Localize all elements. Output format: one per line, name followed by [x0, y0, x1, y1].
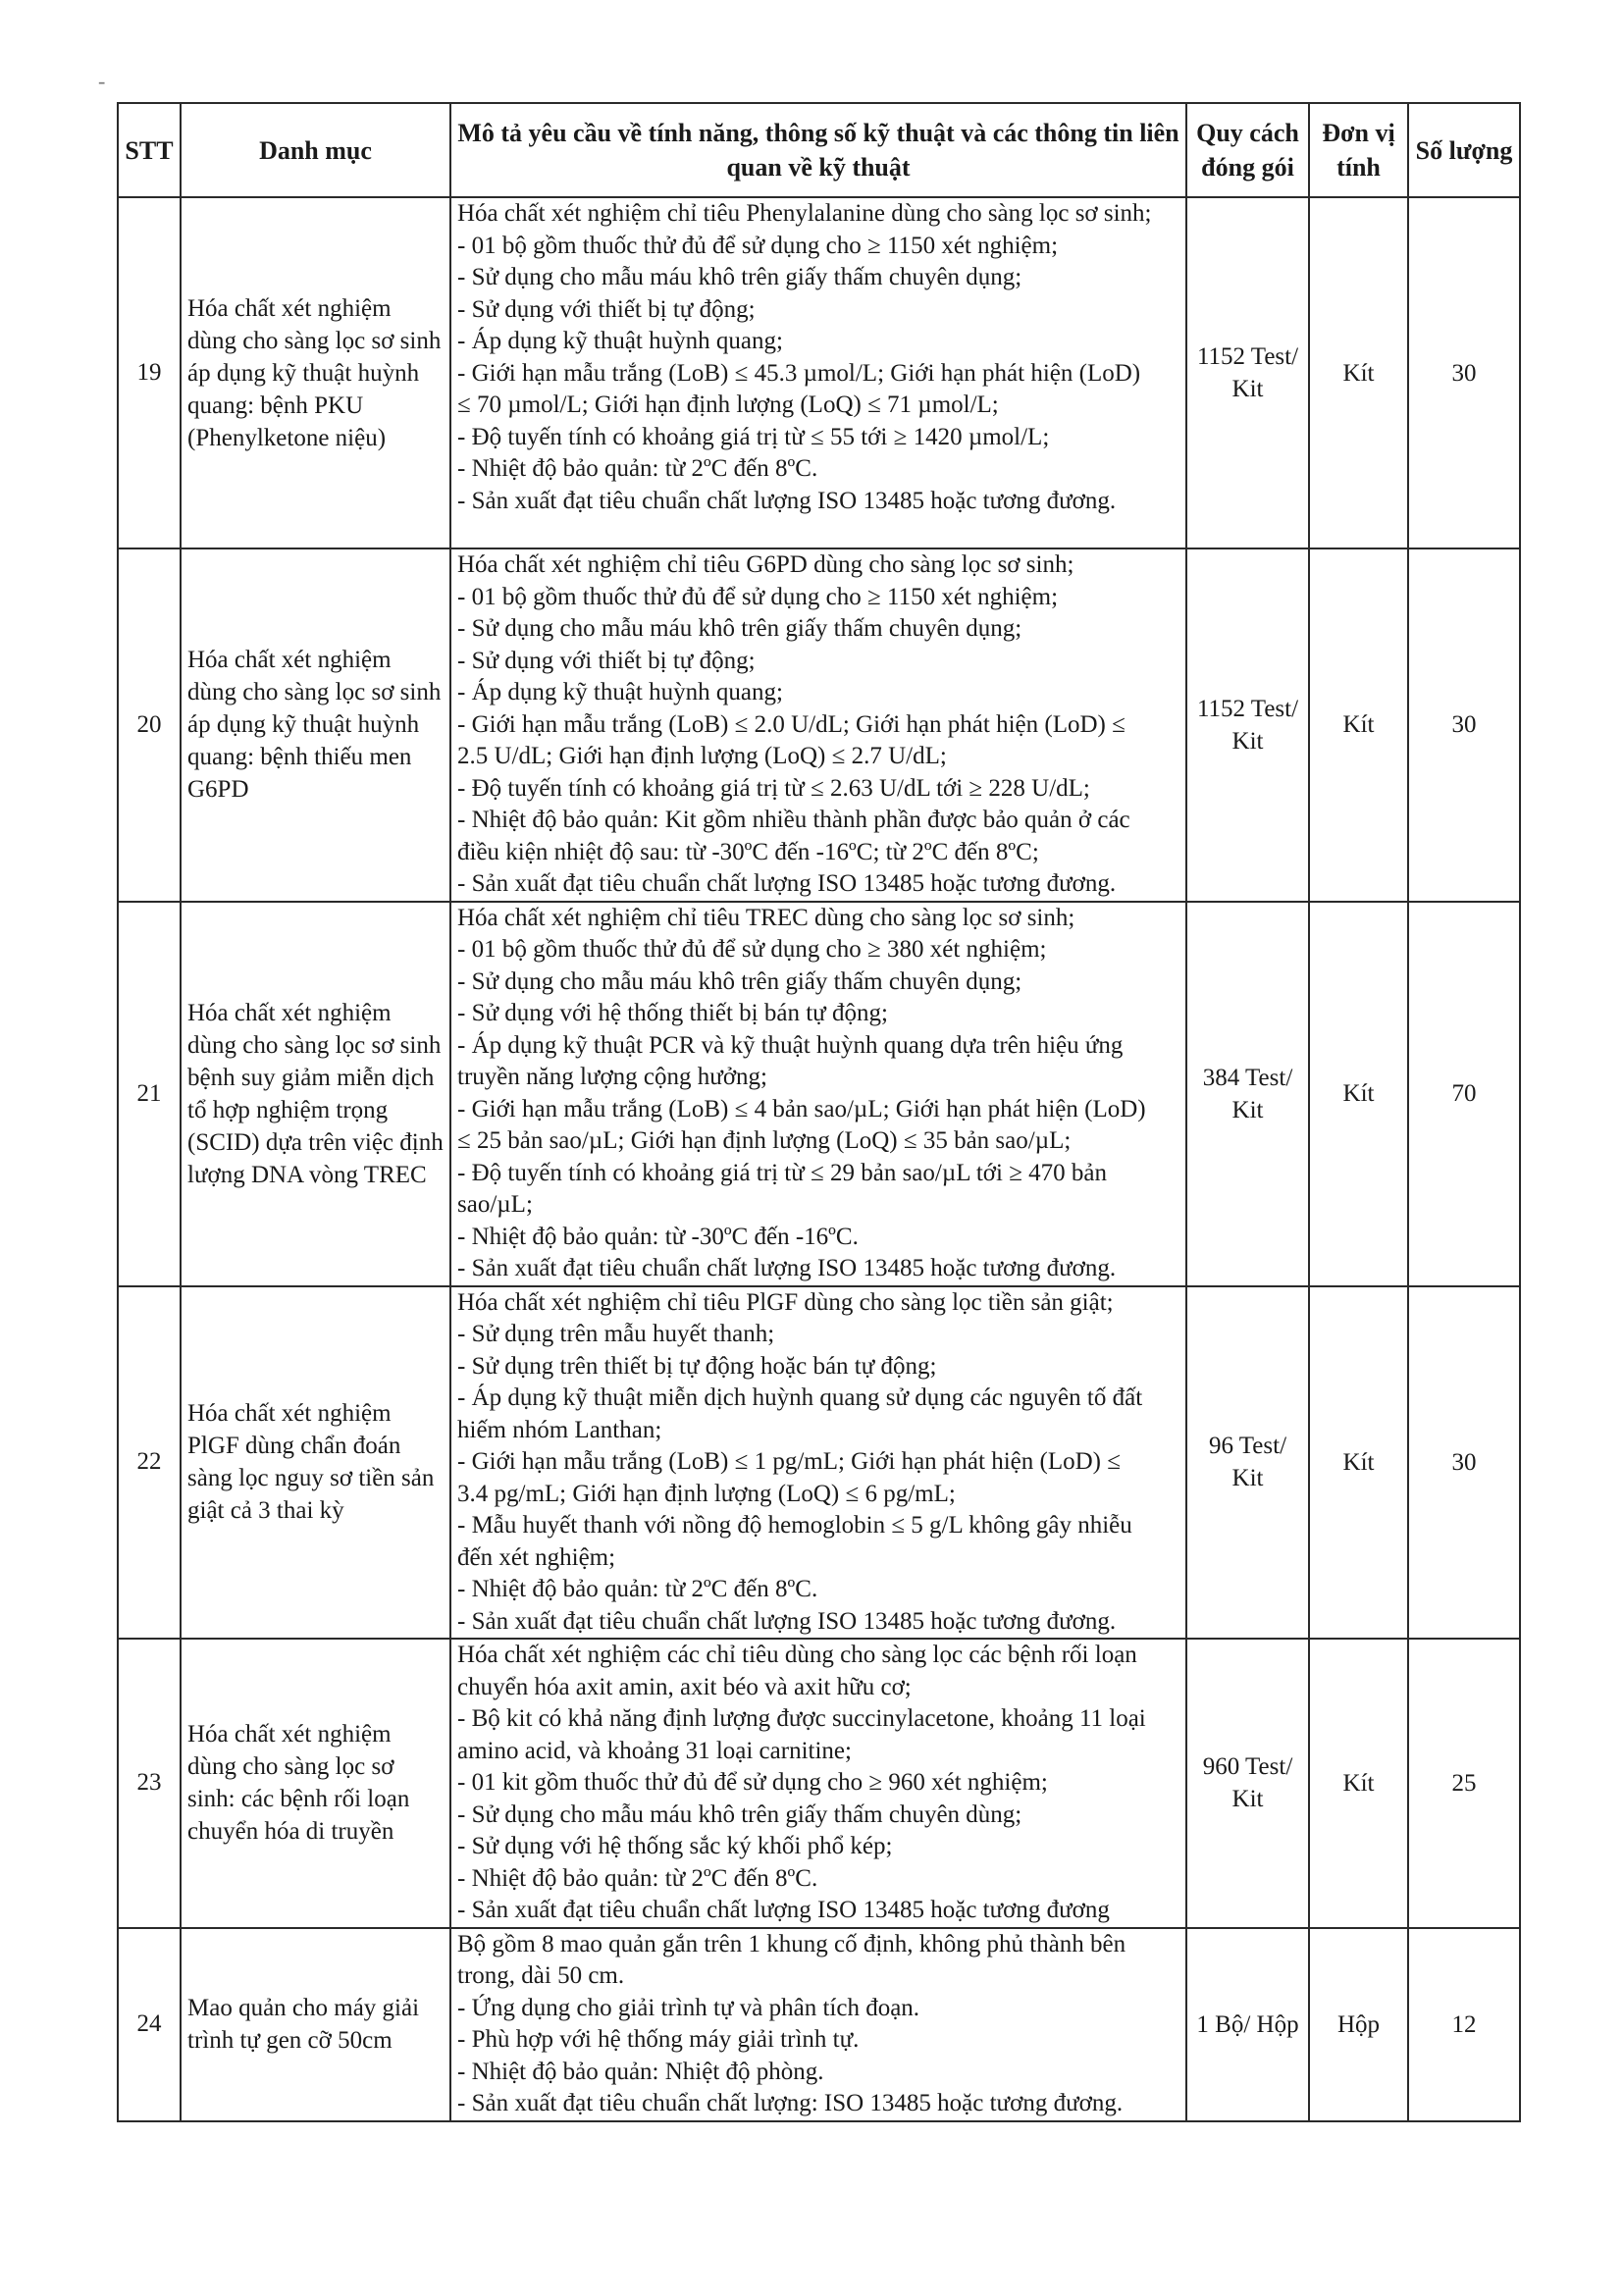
table-row [118, 548, 1520, 902]
header-unit: Đơn vị tính [1309, 103, 1408, 197]
description-line: - Sử dụng với thiết bị tự động; [457, 295, 756, 323]
header-quantity: Số lượng [1408, 103, 1520, 197]
description-line: - Áp dụng kỹ thuật huỳnh quang; [457, 328, 783, 354]
description-line: điều kiện nhiệt độ sau: từ -30ºC đến -16ºC; từ 2ºC đến 8ºC; [457, 838, 1039, 865]
row-description [450, 902, 1186, 1286]
description-line: - Sản xuất đạt tiêu chuẩn chất lượng ISO 13485 hoặc tương đương [457, 1897, 1110, 1923]
row-packaging: 1152 Test/ Kit [1186, 548, 1309, 902]
row-packaging: 384 Test/ Kit [1186, 902, 1309, 1286]
row-unit: Hộp [1309, 1928, 1408, 2121]
row-name: Hóa chất xét nghiệm dùng cho sàng lọc sơ sinh bệnh suy giảm miễn dịch tổ hợp nghiệm trọng (SCID) dựa trên việc định lượng DNA vòng TREC [181, 902, 450, 1286]
table-row [118, 1639, 1520, 1928]
row-name: Mao quản cho máy giải trình tự gen cỡ 50cm [181, 1928, 450, 2121]
description-line: đến xét nghiệm; [457, 1543, 616, 1571]
row-description [450, 1928, 1186, 2121]
row-description [450, 197, 1186, 548]
description-line: - Sử dụng cho mẫu máu khô trên giấy thấm chuyên dụng; [457, 615, 1022, 642]
description-line: - Sử dụng cho mẫu máu khô trên giấy thấm chuyên dùng; [457, 1800, 1022, 1828]
description-line: - 01 kit gồm thuốc thử đủ để sử dụng cho ≥ 960 xét nghiệm; [457, 1769, 1048, 1796]
row-description [450, 548, 1186, 902]
row-packaging: 960 Test/ Kit [1186, 1639, 1309, 1928]
row-name: Hóa chất xét nghiệm PlGF dùng chẩn đoán sàng lọc nguy sơ tiền sản giật cả 3 thai kỳ [181, 1286, 450, 1640]
description-line: - Áp dụng kỹ thuật miễn dịch huỳnh quang sử dụng các nguyên tố đất [457, 1384, 1143, 1411]
row-quantity: 25 [1408, 1639, 1520, 1928]
description-line: - Nhiệt độ bảo quản: từ 2ºC đến 8ºC. [457, 455, 818, 482]
description-line: - Ứng dụng cho giải trình tự và phân tích đoạn. [457, 1994, 920, 2021]
row-quantity: 30 [1408, 1286, 1520, 1640]
description-line: - Giới hạn mẫu trắng (LoB) ≤ 45.3 µmol/L; Giới hạn phát hiện (LoD) [457, 359, 1141, 387]
description-line: Hóa chất xét nghiệm các chỉ tiêu dùng cho sàng lọc các bệnh rối loạn [457, 1642, 1137, 1668]
row-description [450, 1639, 1186, 1928]
description-line: - Áp dụng kỹ thuật huỳnh quang; [457, 679, 783, 705]
table-header-row [118, 103, 1520, 197]
header-name: Danh mục [181, 103, 450, 197]
description-line: - Sử dụng cho mẫu máu khô trên giấy thấm chuyên dụng; [457, 967, 1022, 995]
description-line: Hóa chất xét nghiệm chỉ tiêu TREC dùng cho sàng lọc sơ sinh; [457, 904, 1075, 931]
description-line: Bộ gồm 8 mao quản gắn trên 1 khung cố định, không phủ thành bên [457, 1930, 1126, 1957]
description-line: - Giới hạn mẫu trắng (LoB) ≤ 2.0 U/dL; Giới hạn phát hiện (LoD) ≤ [457, 710, 1126, 738]
description-line: - Áp dụng kỹ thuật PCR và kỹ thuật huỳnh quang dựa trên hiệu ứng [457, 1031, 1124, 1059]
description-line: 3.4 pg/mL; Giới hạn định lượng (LoQ) ≤ 6 pg/mL; [457, 1480, 956, 1507]
table-row [118, 902, 1520, 1286]
description-line: - Độ tuyến tính có khoảng giá trị từ ≤ 29 bản sao/µL tới ≥ 470 bản [457, 1159, 1108, 1186]
description-line: Hóa chất xét nghiệm chỉ tiêu G6PD dùng cho sàng lọc sơ sinh; [457, 551, 1074, 578]
row-stt: 19 [118, 197, 181, 548]
description-line: - Giới hạn mẫu trắng (LoB) ≤ 1 pg/mL; Giới hạn phát hiện (LoD) ≤ [457, 1448, 1121, 1475]
description-line: - Sử dụng với hệ thống sắc ký khối phổ kép; [457, 1833, 893, 1859]
description-line: chuyển hóa axit amin, axit béo và axit hữu cơ; [457, 1673, 912, 1700]
table-row [118, 1928, 1520, 2121]
table-row [118, 197, 1520, 548]
description-line: 2.5 U/dL; Giới hạn định lượng (LoQ) ≤ 2.7 U/dL; [457, 743, 947, 769]
description-line: - Giới hạn mẫu trắng (LoB) ≤ 4 bản sao/µL; Giới hạn phát hiện (LoD) [457, 1095, 1146, 1122]
description-line: - Độ tuyến tính có khoảng giá trị từ ≤ 55 tới ≥ 1420 µmol/L; [457, 423, 1050, 450]
row-stt: 21 [118, 902, 181, 1286]
table-row [118, 1286, 1520, 1640]
description-line: - Mẫu huyết thanh với nồng độ hemoglobin ≤ 5 g/L không gây nhiễu [457, 1512, 1132, 1539]
description-line: - Nhiệt độ bảo quản: từ 2ºC đến 8ºC. [457, 1864, 818, 1892]
description-line: - 01 bộ gồm thuốc thử đủ để sử dụng cho ≥ 1150 xét nghiệm; [457, 232, 1059, 259]
row-quantity: 70 [1408, 902, 1520, 1286]
row-quantity: 30 [1408, 548, 1520, 902]
specification-table [117, 102, 1521, 2122]
description-line: ≤ 25 bản sao/µL; Giới hạn định lượng (LoQ) ≤ 35 bản sao/µL; [457, 1127, 1072, 1154]
description-line: - Độ tuyến tính có khoảng giá trị từ ≤ 2.63 U/dL tới ≥ 228 U/dL; [457, 774, 1090, 802]
header-description: Mô tả yêu cầu về tính năng, thông số kỹ thuật và các thông tin liên quan về kỹ thuật [450, 103, 1186, 197]
row-unit: Kít [1309, 1286, 1408, 1640]
row-packaging: 1 Bộ/ Hộp [1186, 1928, 1309, 2121]
row-unit: Kít [1309, 548, 1408, 902]
row-stt: 22 [118, 1286, 181, 1640]
row-stt: 20 [118, 548, 181, 902]
description-line: Hóa chất xét nghiệm chỉ tiêu PlGF dùng cho sàng lọc tiền sản giật; [457, 1288, 1114, 1316]
row-name: Hóa chất xét nghiệm dùng cho sàng lọc sơ sinh áp dụng kỹ thuật huỳnh quang: bệnh thiếu men G6PD [181, 548, 450, 902]
description-line: - Sản xuất đạt tiêu chuẩn chất lượng ISO 13485 hoặc tương đương. [457, 487, 1117, 514]
description-line: sao/µL; [457, 1191, 533, 1218]
description-line: - Phù hợp với hệ thống máy giải trình tự. [457, 2026, 860, 2053]
row-unit: Kít [1309, 902, 1408, 1286]
description-line: Hóa chất xét nghiệm chỉ tiêu Phenylalanine dùng cho sàng lọc sơ sinh; [457, 200, 1152, 227]
row-unit: Kít [1309, 1639, 1408, 1928]
description-line: - 01 bộ gồm thuốc thử đủ để sử dụng cho ≥ 380 xét nghiệm; [457, 936, 1047, 963]
row-packaging: 96 Test/ Kit [1186, 1286, 1309, 1640]
row-unit: Kít [1309, 197, 1408, 548]
row-name: Hóa chất xét nghiệm dùng cho sàng lọc sơ sinh áp dụng kỹ thuật huỳnh quang: bệnh PKU (Phenylketone niệu) [181, 197, 450, 548]
description-line: - Sản xuất đạt tiêu chuẩn chất lượng: ISO 13485 hoặc tương đương. [457, 2090, 1124, 2116]
description-line: - Nhiệt độ bảo quản: Nhiệt độ phòng. [457, 2058, 824, 2085]
row-quantity: 30 [1408, 197, 1520, 548]
description-line: - Sử dụng trên mẫu huyết thanh; [457, 1321, 775, 1347]
description-line: - Sử dụng trên thiết bị tự động hoặc bán tự động; [457, 1352, 937, 1380]
description-line: amino acid, và khoảng 31 loại carnitine; [457, 1737, 852, 1764]
row-description [450, 1286, 1186, 1640]
description-line: - Nhiệt độ bảo quản: từ 2ºC đến 8ºC. [457, 1576, 818, 1602]
page-mark: - [98, 69, 106, 93]
description-line: hiếm nhóm Lanthan; [457, 1416, 662, 1443]
description-line: - Sản xuất đạt tiêu chuẩn chất lượng ISO 13485 hoặc tương đương. [457, 1255, 1117, 1281]
description-line: truyền năng lượng cộng hưởng; [457, 1064, 767, 1090]
row-stt: 24 [118, 1928, 181, 2121]
description-line: - Sử dụng cho mẫu máu khô trên giấy thấm chuyên dụng; [457, 264, 1022, 290]
header-stt: STT [118, 103, 181, 197]
row-name: Hóa chất xét nghiệm dùng cho sàng lọc sơ sinh: các bệnh rối loạn chuyển hóa di truyền [181, 1639, 450, 1928]
description-line: - 01 bộ gồm thuốc thử đủ để sử dụng cho ≥ 1150 xét nghiệm; [457, 583, 1059, 610]
row-quantity: 12 [1408, 1928, 1520, 2121]
description-line: trong, dài 50 cm. [457, 1962, 625, 1989]
row-stt: 23 [118, 1639, 181, 1928]
description-line: - Sử dụng với thiết bị tự động; [457, 647, 756, 674]
description-line: - Nhiệt độ bảo quản: từ -30ºC đến -16ºC. [457, 1223, 859, 1250]
description-line: ≤ 70 µmol/L; Giới hạn định lượng (LoQ) ≤ 71 µmol/L; [457, 391, 999, 418]
description-line: - Sử dụng với hệ thống thiết bị bán tự động; [457, 1000, 888, 1026]
description-line: - Bộ kit có khả năng định lượng được succinylacetone, khoảng 11 loại [457, 1705, 1146, 1732]
description-line: - Sản xuất đạt tiêu chuẩn chất lượng ISO 13485 hoặc tương đương. [457, 870, 1117, 897]
description-line: - Nhiệt độ bảo quản: Kit gồm nhiều thành phần được bảo quản ở các [457, 807, 1130, 833]
header-packaging: Quy cách đóng gói [1186, 103, 1309, 197]
row-packaging: 1152 Test/ Kit [1186, 197, 1309, 548]
description-line: - Sản xuất đạt tiêu chuẩn chất lượng ISO 13485 hoặc tương đương. [457, 1607, 1117, 1635]
